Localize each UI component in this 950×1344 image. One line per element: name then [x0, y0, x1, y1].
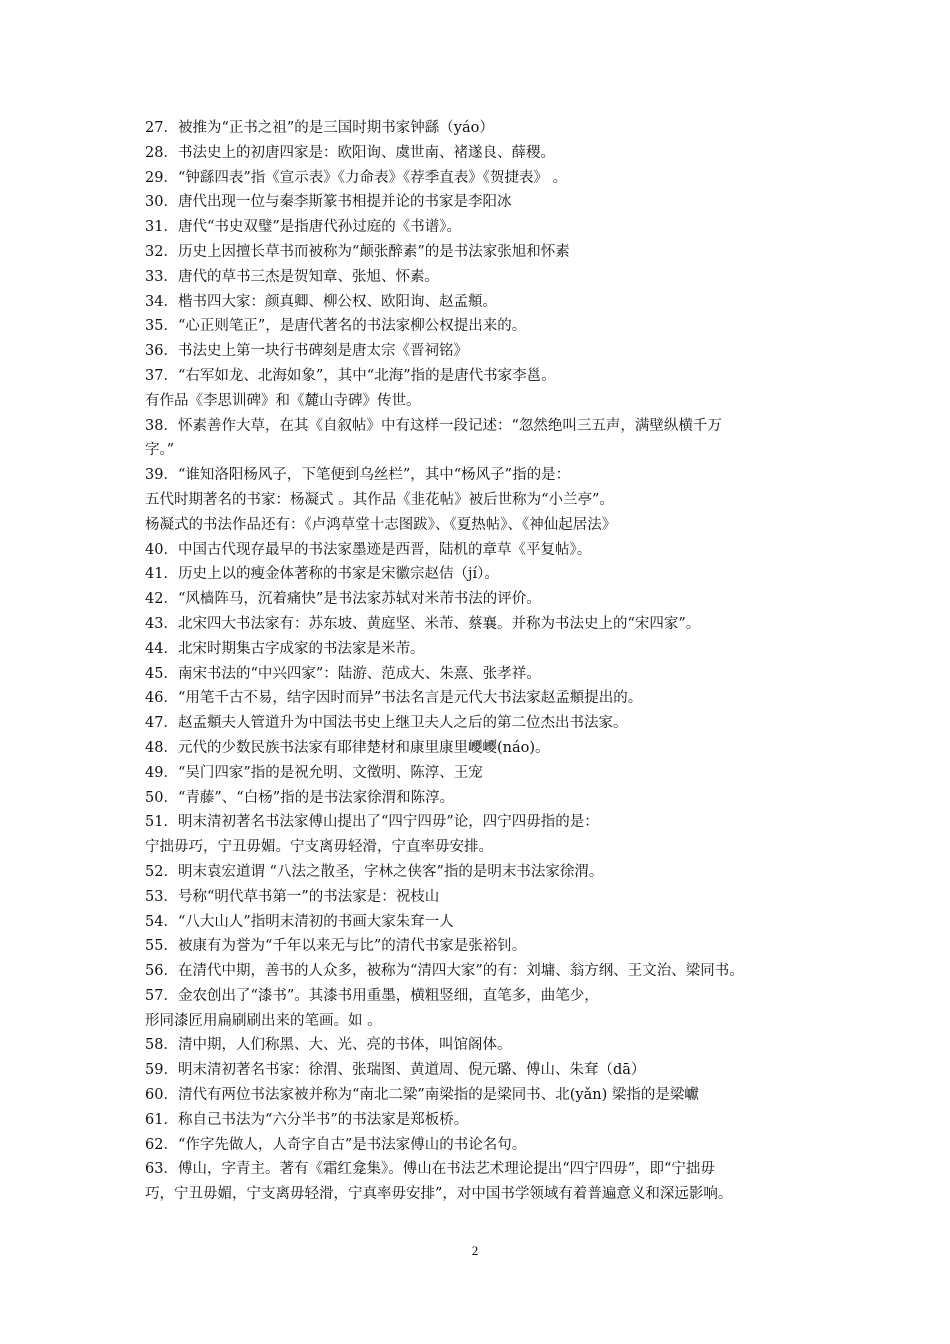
text-line: 39．“谁知洛阳杨风子，下笔便到乌丝栏”，其中“杨风子”指的是： [145, 467, 571, 484]
text-line: 43．北宋四大书法家有：苏东坡、黄庭坚、米芾、蔡襄。并称为书法史上的“宋四家”。 [145, 615, 701, 632]
text-line: 58．清中期，人们称黑、大、光、亮的书体，叫馆阁体。 [145, 1037, 512, 1054]
text-line: 37．“右军如龙、北海如象”，其中“北海”指的是唐代书家李邕。 [145, 367, 556, 384]
text-line: 62．“作字先做人，人奇字自古”是书法家傅山的书论名句。 [145, 1136, 527, 1153]
text-line: 42．“风樯阵马，沉着痛快”是书法家苏轼对米芾书法的评价。 [145, 591, 541, 608]
text-line: 57．金农创出了“漆书”。其漆书用重墨，横粗竖细，直笔多，曲笔少， [145, 987, 599, 1004]
text-line: 52．明末袁宏道谓 “八法之散圣，字林之侠客”指的是明末书法家徐渭。 [145, 863, 604, 880]
text-line: 55．被康有为誉为“千年以来无与比”的清代书家是张裕钊。 [145, 938, 527, 955]
text-line: 45．南宋书法的“中兴四家”：陆游、范成大、朱熹、张孝祥。 [145, 665, 541, 682]
text-line: 50．“青藤”、“白杨”指的是书法家徐渭和陈淳。 [145, 789, 455, 806]
text-line: 44．北宋时期集古字成家的书法家是米芾。 [145, 640, 425, 657]
text-line: 38．怀素善作大草，在其《自叙帖》中有这样一段记述：“忽然绝叫三五声，满壁纵横千万 [145, 417, 722, 434]
text-line: 56．在清代中期，善书的人众多，被称为“清四大家”的有：刘墉、翁方纲、王文治、梁同书。 [145, 963, 744, 980]
text-line: 形同漆匠用扁刷刷出来的笔画。如 。 [145, 1012, 382, 1029]
text-line: 30．唐代出现一位与秦李斯篆书相提并论的书家是李阳冰 [145, 194, 512, 211]
text-line: 41．历史上以的瘦金体著称的书家是宋徽宗赵佶（jí）。 [145, 566, 499, 583]
text-line: 54．“八大山人”指明末清初的书画大家朱耷一人 [145, 913, 454, 930]
text-line: 32．历史上因擅长草书而被称为“颠张醉素”的是书法家张旭和怀素 [145, 243, 570, 260]
text-line: 34．楷书四大家：颜真卿、柳公权、欧阳询、赵孟頫。 [145, 293, 497, 310]
text-line: 杨凝式的书法作品还有：《卢鸿草堂十志图跋》、《夏热帖》、《神仙起居法》 [145, 516, 617, 533]
text-line: 35．“心正则笔正”，是唐代著名的书法家柳公权提出来的。 [145, 318, 527, 335]
text-line: 61．称自己书法为“六分半书”的书法家是郑板桥。 [145, 1111, 469, 1128]
text-line: 49．“吴门四家”指的是祝允明、文徵明、陈淳、王宠 [145, 764, 483, 781]
document-body [145, 116, 825, 1207]
text-line: 40．中国古代现存最早的书法家墨迹是西晋，陆机的章草《平复帖》。 [145, 541, 592, 558]
text-line: 36．书法史上第一块行书碑刻是唐太宗《晋祠铭》 [145, 343, 468, 360]
text-line: 27．被推为“正书之祖”的是三国时期书家钟繇（yáo） [145, 120, 494, 136]
text-line: 五代时期著名的书家：杨凝式 。其作品《韭花帖》被后世称为“小兰亭”。 [145, 491, 614, 508]
text-line: 51．明末清初著名书法家傅山提出了“四宁四毋”论，四宁四毋指的是： [145, 814, 599, 831]
text-line: 63．傅山，字青主。著有《霜红龛集》。傅山在书法艺术理论提出“四宁四毋”，即“宁拙毋 [145, 1161, 715, 1178]
text-line: 28．书法史上的初唐四家是：欧阳询、虞世南、褚遂良、薛稷。 [145, 144, 555, 161]
text-line: 53．号称“明代草书第一”的书法家是：祝枝山 [145, 888, 440, 905]
text-line: 59．明末清初著名书家：徐渭、张瑞图、黄道周、倪元璐、傅山、朱耷（dā） [145, 1062, 646, 1079]
text-line: 宁拙毋巧，宁丑毋媚。宁支离毋轻滑，宁直率毋安排。 [145, 839, 493, 856]
text-line: 字。” [145, 442, 175, 459]
text-line: 46．“用笔千古不易，结字因时而异”书法名言是元代大书法家赵孟頫提出的。 [145, 690, 643, 707]
text-line: 巧，宁丑毋媚，宁支离毋轻滑，宁真率毋安排”，对中国书学领域有着普遍意义和深远影响。 [145, 1186, 733, 1203]
text-line: 29．“钟繇四表”指《宣示表》《力命表》《荐季直表》《贺捷表》 。 [145, 169, 568, 186]
text-line: 有作品《李思训碑》和《麓山寺碑》传世。 [145, 392, 421, 409]
page-number: 2 [471, 1243, 479, 1258]
text-line: 60．清代有两位书法家被并称为“南北二梁”南梁指的是梁同书、北(yǎn) 梁指的是梁巘 [145, 1087, 699, 1104]
text-line: 48．元代的少数民族书法家有耶律楚材和康里康里巎巎(náo)。 [145, 739, 550, 756]
text-line: 33．唐代的草书三杰是贺知章、张旭、怀素。 [145, 268, 439, 285]
text-line: 31．唐代“书史双璧”是指唐代孙过庭的《书谱》。 [145, 219, 462, 236]
text-line: 47．赵孟頫夫人管道升为中国法书史上继卫夫人之后的第二位杰出书法家。 [145, 715, 628, 732]
